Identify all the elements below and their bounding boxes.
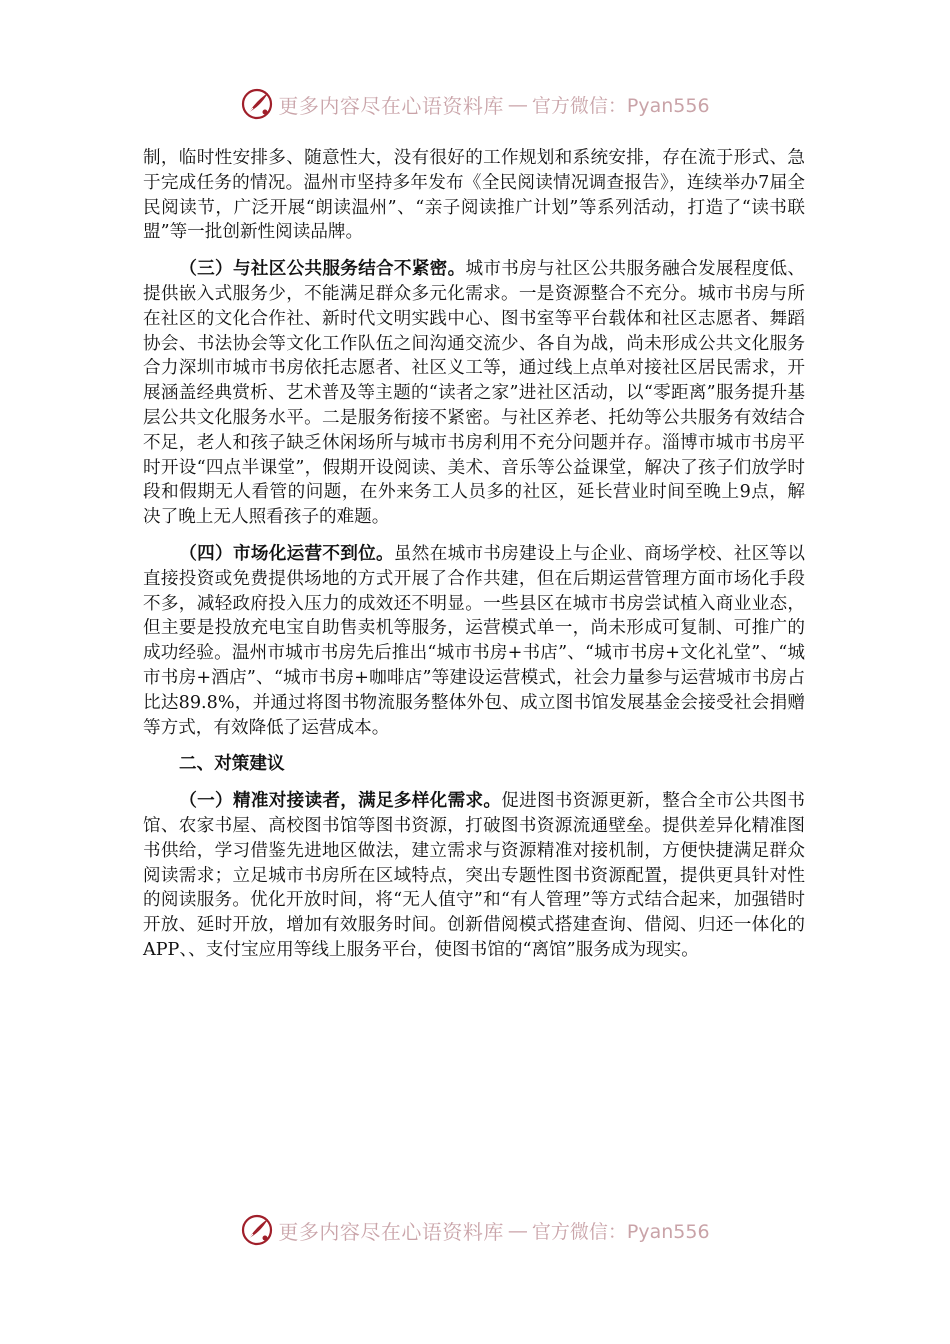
paragraph-heading: （一）精准对接读者，满足多样化需求。 <box>179 790 502 812</box>
banner-separator: — <box>507 92 528 116</box>
paragraph-body: 虽然在城市书房建设上与企业、商场学校、社区等以直接投资或免费提供场地的方式开展了合作共建，但在后期运营管理方面市场化手段不多，减轻政府投入压力的成效还不明显。一些县区在城市书房尝试植入商业业态，但主要是投放充电宝自助售卖机等服务，运营模式单一，尚未形成可复制、可推广的成功经验。温州市城市书房先后推出“城市书房+书店”、“城市书房+文化礼堂”、“城市书房+酒店”、“城市书房+咖啡店”等建设运营模式，社会力量参与运营城市书房占比达89.8%，并通过将图书物流服务整体外包、成立图书馆发展基金会接受社会捐赠等方式，有效降低了运营成本。 <box>143 543 805 738</box>
banner-separator: — <box>507 1218 528 1242</box>
paragraph-continued: 制，临时性安排多、随意性大，没有很好的工作规划和系统安排，存在流于形式、急于完成任务的情况。温州市坚持多年发布《全民阅读情况调查报告》，连续举办7届全民阅读节，广泛开展“朗读温州”、“亲子阅读推广计划”等系列活动，打造了“读书联盟”等一批创新性阅读品牌。 <box>143 148 805 243</box>
paragraph-body: 城市书房与社区公共服务融合发展程度低、提供嵌入式服务少，不能满足群众多元化需求。一是资源整合不充分。城市书房与所在社区的文化合作社、新时代文明实践中心、图书室等平台载体和社区志愿者、舞蹈协会、书法协会等文化工作队伍之间沟通交流少、各自为战，尚未形成公共文化服务合力深圳市城市书房依托志愿者、社区义工等，通过线上点单对接社区居民需求，开展涵盖经典赏析、艺术普及等主题的“读者之家”进社区活动，以“零距离”服务提升基层公共文化服务水平。二是服务衔接不紧密。与社区养老、托幼等公共服务有效结合不足，老人和孩子缺乏休闲场所与城市书房利用不充分问题并存。淄博市城市书房平时开设“四点半课堂”，假期开设阅读、美术、音乐等公益课堂，解决了孩子们放学时段和假期无人看管的问题，在外来务工人员多的社区，延长营业时间至晚上9点，解决了晚上无人照看孩子的难题。 <box>143 259 805 528</box>
banner-main-text: 更多内容尽在心语资料库 <box>278 93 504 118</box>
paragraph-market-operation <box>143 542 805 740</box>
paragraph-heading: （四）市场化运营不到位。 <box>179 542 394 564</box>
footer-banner <box>0 1210 950 1250</box>
section-title: 二、对策建议 <box>179 753 285 775</box>
document-body <box>143 146 805 963</box>
banner-main-text: 更多内容尽在心语资料库 <box>278 1219 504 1244</box>
header-banner <box>0 84 950 124</box>
paragraph-reader-needs <box>143 789 805 963</box>
banner-wechat-text: 官方微信：Pyan556 <box>531 94 710 117</box>
quill-logo-icon <box>240 87 274 121</box>
banner-wechat-text: 官方微信：Pyan556 <box>531 1220 710 1243</box>
paragraph-community-service <box>143 257 805 530</box>
paragraph-heading: （三）与社区公共服务结合不紧密。 <box>179 258 466 280</box>
quill-logo-icon <box>240 1213 274 1247</box>
paragraph-body: 促进图书资源更新，整合全市公共图书馆、农家书屋、高校图书馆等图书资源，打破图书资源流通壁垒。提供差异化精准图书供给，学习借鉴先进地区做法，建立需求与资源精准对接机制，方便快捷满足群众阅读需求；立足城市书房所在区域特点，突出专题性图书资源配置，提供更具针对性的阅读服务。优化开放时间，将“无人值守”和“有人管理”等方式结合起来，加强错时开放、延时开放，增加有效服务时间。创新借阅模式搭建查询、借阅、归还一体化的APP、、支付宝应用等线上服务平台，使图书馆的“离馆”服务成为现实。 <box>143 791 805 960</box>
